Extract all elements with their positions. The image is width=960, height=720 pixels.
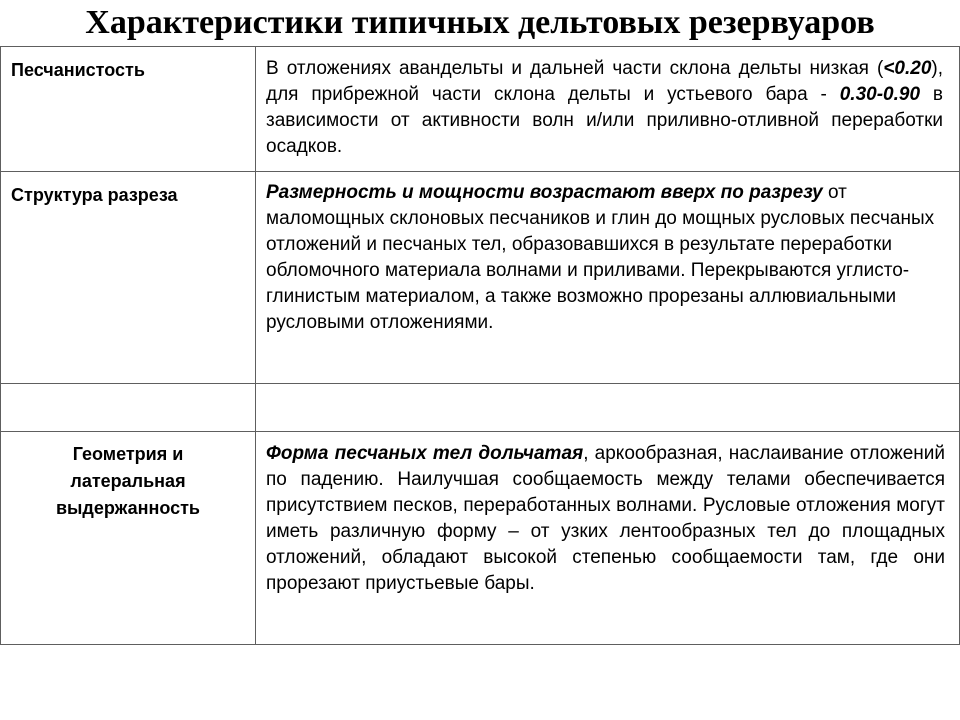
row-label-geometry	[1, 432, 255, 522]
text-segment: в зависимости от активности волн и/или приливно-отливной переработки осадков.	[266, 84, 944, 157]
page-title: Характеристики типичных дельтовых резервуаров	[85, 4, 875, 41]
table-row	[1, 47, 960, 172]
text-segment: от маломощных склоновых песчаников и глин до мощных русловых песчаных отложений и песчаных тел, образовавшихся в результате переработки обломочного материала волнами и приливами. Перекрываются углисто-глинистым материалом, а также возможно прорезаны аллювиальными русловыми отложениями.	[266, 182, 935, 333]
row-label-sandiness: Песчанистость	[11, 60, 145, 80]
empty-text	[256, 384, 959, 392]
low-value: <0.20	[883, 58, 932, 79]
row-label-cell	[1, 47, 256, 172]
empty-label	[1, 384, 255, 394]
high-value: 0.30-0.90	[839, 84, 921, 105]
characteristics-table	[0, 46, 960, 645]
row-text-geometry	[256, 432, 959, 597]
table-row	[1, 432, 960, 645]
text-segment: В отложениях авандельты и дальней части склона дельты низкая (	[266, 58, 884, 79]
row-text-cell	[256, 432, 960, 645]
table-row	[1, 172, 960, 384]
table-row	[1, 384, 960, 432]
row-text-sandiness	[256, 47, 959, 160]
row-label-cell	[1, 172, 256, 384]
row-label-cell	[1, 432, 256, 645]
text-segment: ), для прибрежной части склона дельты и устьевого бара -	[266, 58, 943, 105]
label-line: латеральная	[70, 471, 186, 491]
emphasis-text: Форма песчаных тел дольчатая	[266, 443, 584, 464]
label-line: Геометрия и	[72, 444, 184, 464]
label-line: выдержанность	[55, 498, 201, 518]
empty-label-cell	[1, 384, 256, 432]
emphasis-text: Размерность и мощности возрастают вверх по разрезу	[266, 182, 823, 203]
text-segment: , аркообразная, наслаивание отложений по падению. Наилучшая сообщаемость между телами обеспечивается присутствием песков, переработанных волнами. Русловые отложения могут иметь различную форму – от узких лентообразных тел до площадных отложений, обладают высокой степенью сообщаемости там, где они прорезают приустьевые бары.	[266, 443, 945, 594]
empty-text-cell	[256, 384, 960, 432]
row-text-section-structure	[256, 172, 959, 336]
row-text-cell	[256, 172, 960, 384]
row-text-cell	[256, 47, 960, 172]
row-label-section-structure: Структура разреза	[11, 185, 178, 205]
